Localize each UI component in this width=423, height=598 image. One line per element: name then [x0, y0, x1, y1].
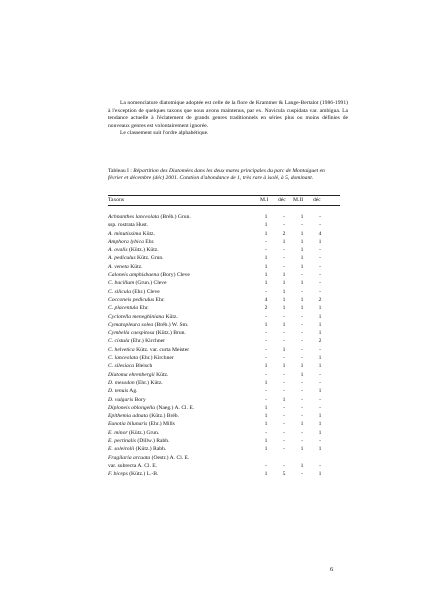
abundance-cell: - [319, 272, 321, 279]
taxon-genus-species: Diploneis oblongella [108, 404, 156, 411]
table-row [108, 371, 340, 379]
taxon-genus-species: C. placentula [108, 305, 139, 312]
abundance-cell: 1 [300, 421, 304, 428]
taxon-genus-species: Caloneis amphisbaena [108, 272, 160, 279]
table-row [108, 337, 340, 345]
abundance-cell: - [301, 321, 303, 328]
abundance-cell: 1 [264, 438, 268, 445]
taxon-authority: Bory [133, 396, 146, 403]
taxon-authority: Bleisch [134, 363, 153, 370]
taxon-name [108, 296, 165, 304]
abundance-cell: - [319, 371, 321, 378]
table-row [108, 213, 340, 221]
taxon-name [108, 462, 157, 470]
taxon-genus-species: C. bacillum [108, 280, 135, 287]
abundance-cell: 1 [318, 471, 322, 478]
taxon-authority: (Bory) Cleve [159, 272, 190, 279]
taxon-name [108, 354, 174, 362]
abundance-cell: 4 [264, 296, 268, 303]
abundance-cell: - [265, 371, 267, 378]
taxon-genus-species: Fragilaria arcuata [108, 454, 151, 461]
abundance-cell: 1 [282, 280, 286, 287]
abundance-cell: 1 [318, 363, 322, 370]
abundance-cell: - [283, 222, 285, 229]
table-row [108, 412, 340, 420]
abundance-cell: - [265, 330, 267, 337]
abundance-cell: - [283, 247, 285, 254]
abundance-cell: 1 [264, 379, 268, 386]
table-row [108, 321, 340, 329]
abundance-cell: - [283, 355, 285, 362]
taxon-authority: Kütz. [141, 230, 155, 237]
taxon-authority: (Ehr.) Mills [147, 421, 175, 428]
taxon-authority: Kütz. [154, 371, 169, 378]
taxon-name [108, 371, 168, 379]
table-row [108, 437, 340, 445]
taxon-genus-species: C. silicula [108, 288, 131, 295]
abundance-cell: - [265, 288, 267, 295]
taxon-authority: Ehr. [143, 238, 155, 245]
taxon-genus-species: E. minor [108, 429, 128, 436]
abundance-cell: - [301, 413, 303, 420]
taxon-genus-species: C. silesiaca [108, 363, 135, 370]
abundance-cell: - [301, 396, 303, 403]
caption-text: Répartition des Diatomées dans les deux mares principales du parc de Montaiguet en février et décembre (déc) 2001. Cotation d'abondance de 1, très rare à isolé, à 5, dominant. [108, 168, 325, 182]
abundance-cell: 1 [300, 247, 304, 254]
table-row [108, 387, 340, 395]
taxon-name [108, 313, 178, 321]
abundance-cell: 1 [264, 263, 268, 270]
table-row [108, 221, 340, 229]
table-row [108, 362, 340, 370]
abundance-cell: 1 [318, 330, 322, 337]
abundance-cell: - [319, 247, 321, 254]
abundance-cell: - [283, 263, 285, 270]
abundance-cell: - [265, 396, 267, 403]
abundance-cell: 1 [264, 363, 268, 370]
taxon-name [108, 254, 164, 262]
taxon-authority: (Ehr.) Kirchner [129, 338, 166, 345]
abundance-cell: 1 [300, 462, 304, 469]
abundance-cell: 1 [318, 355, 322, 362]
table-row [108, 429, 340, 437]
taxon-name [108, 437, 169, 445]
abundance-cell: - [283, 371, 285, 378]
taxon-genus-species: Epithemia adnata [108, 413, 148, 420]
abundance-cell: - [283, 255, 285, 262]
taxon-genus-species: D. tenuis [108, 388, 129, 395]
taxon-genus-species: Eunotia bilunaris [108, 421, 148, 428]
abundance-cell: - [265, 238, 267, 245]
abundance-cell: 1 [282, 396, 286, 403]
abundance-cell: - [301, 379, 303, 386]
taxon-authority: (Ehr.) Kütz. [134, 379, 163, 386]
abundance-cell: 5 [282, 471, 286, 478]
intro-paragraph [108, 100, 348, 138]
taxon-authority: (Dillw.) Rabh. [135, 438, 170, 445]
taxon-genus-species: Cocconeis pediculus [108, 296, 155, 303]
table-row [108, 296, 340, 304]
abundance-cell: - [265, 429, 267, 436]
abundance-cell: - [301, 355, 303, 362]
abundance-cell: 1 [300, 238, 304, 245]
table-row [108, 420, 340, 428]
abundance-cell: 1 [282, 238, 286, 245]
abundance-cell: - [283, 462, 285, 469]
taxon-genus-species: A. minutissima [108, 230, 142, 237]
abundance-cell: - [265, 247, 267, 254]
header-m2-dec: déc [313, 197, 321, 203]
table-row [108, 404, 340, 412]
abundance-cell: - [301, 338, 303, 345]
abundance-cell: 1 [264, 413, 268, 420]
abundance-cell: - [283, 214, 285, 220]
abundance-cell: - [301, 288, 303, 295]
table-row [108, 445, 340, 453]
abundance-cell: 1 [264, 404, 268, 411]
abundance-cell: - [301, 346, 303, 353]
abundance-cell: - [283, 438, 285, 445]
taxon-name [108, 246, 159, 254]
taxon-name [108, 470, 158, 478]
abundance-cell: 1 [318, 413, 322, 420]
abundance-cell: 1 [300, 230, 304, 237]
abundance-cell: - [319, 462, 321, 469]
page-number: 6 [330, 566, 334, 573]
taxon-name [108, 221, 148, 229]
header-m1: M.I [260, 197, 269, 203]
taxon-authority: Kütz. [128, 263, 143, 270]
abundance-cell: 1 [282, 321, 286, 328]
abundance-cell: 1 [318, 388, 322, 395]
taxon-genus-species: A. ovalis [108, 247, 128, 254]
abundance-cell: - [301, 438, 303, 445]
taxon-genus-species: A. veneta [108, 263, 129, 270]
abundance-cell: - [265, 346, 267, 353]
table-row [108, 470, 340, 478]
abundance-cell: 2 [318, 338, 322, 345]
abundance-cell: 1 [264, 471, 268, 478]
taxon-name [108, 213, 191, 221]
taxon-genus-species: C. helvetica [108, 346, 135, 353]
table-row [108, 279, 340, 287]
taxon-genus-species: A. pediculus [108, 255, 136, 262]
taxon-name [108, 454, 189, 462]
abundance-cell: 1 [264, 446, 268, 453]
abundance-cell: - [283, 429, 285, 436]
abundance-cell: - [319, 396, 321, 403]
abundance-cell: 1 [318, 446, 322, 453]
table-row [108, 271, 340, 279]
taxon-authority: (Kütz.) Grun. [127, 429, 160, 436]
taxon-authority: (Oestr.) A. Cl. E. [150, 454, 190, 461]
table-row [108, 354, 340, 362]
abundance-cell: - [301, 471, 303, 478]
taxon-authority: (Kütz.) Brun. [154, 330, 186, 337]
abundance-cell: - [301, 330, 303, 337]
abundance-cell: 1 [300, 255, 304, 262]
taxon-authority: ssp. rostrata Hust. [108, 222, 149, 229]
table-row [108, 246, 340, 254]
taxon-name [108, 445, 166, 453]
taxon-authority: (Kütz.) L.-B. [127, 471, 159, 478]
table-row [108, 288, 340, 296]
abundance-cell: 1 [282, 346, 286, 353]
abundance-cell: - [319, 379, 321, 386]
taxon-name [108, 288, 160, 296]
table-row [108, 462, 340, 470]
taxon-genus-species: D. mesodon [108, 379, 135, 386]
abundance-cell: 2 [282, 230, 286, 237]
abundance-cell: - [319, 288, 321, 295]
taxon-genus-species: Diatoma ehrenbergii [108, 371, 155, 378]
abundance-cell: - [319, 438, 321, 445]
table-row [108, 313, 340, 321]
abundance-cell: - [283, 330, 285, 337]
taxon-genus-species: Amphora lybica [108, 238, 144, 245]
intro-paragraph-2: Le classement suit l'ordre alphabétique. [120, 130, 209, 137]
abundance-cell: 1 [300, 446, 304, 453]
taxon-authority: Ag. [128, 388, 138, 395]
table-body [108, 213, 340, 479]
taxon-name [108, 337, 165, 345]
abundance-cell: 1 [318, 421, 322, 428]
table-row [108, 254, 340, 262]
taxon-authority: (Kütz.) Kütz. [127, 247, 159, 254]
taxon-name [108, 346, 189, 354]
taxon-genus-species: C. cistula [108, 338, 130, 345]
abundance-cell: - [301, 222, 303, 229]
abundance-cell: 2 [264, 305, 268, 312]
taxon-genus-species: F. biceps [108, 471, 128, 478]
abundance-cell: 1 [318, 429, 322, 436]
intro-paragraph-1: La nomenclature diatomique adoptée est celle de la flore de Krammer & Lange-Bertalot (1986-1991) à l'exception de quelques taxons que nous avons maintenus, par ex. Navicula cuspidata var. ambigua. La tendance actuelle à l'éclatement de grands genres traditionnels en séries plus ou moins définies de nouveaux genres est volontairement ignorée. [108, 100, 348, 129]
abundance-cell: - [319, 404, 321, 411]
taxon-authority: Kütz. var. curta Meister [134, 346, 190, 353]
abundance-cell: - [265, 388, 267, 395]
taxon-authority: (Bréb.) W. Sm. [153, 321, 189, 328]
table-row [108, 263, 340, 271]
abundance-cell: 1 [318, 238, 322, 245]
table-row [108, 396, 340, 404]
taxon-name [108, 404, 194, 412]
taxon-authority: (Naeg.) A. Cl. E. [155, 404, 195, 411]
abundance-cell: 1 [300, 296, 304, 303]
abundance-cell: - [319, 280, 321, 287]
taxon-name [108, 263, 142, 271]
taxon-authority: (Kütz.) Rabh. [134, 446, 167, 453]
abundance-cell: 1 [282, 272, 286, 279]
table-top-rule [108, 195, 340, 196]
abundance-cell: - [319, 255, 321, 262]
abundance-cell: 1 [282, 363, 286, 370]
abundance-cell: 1 [264, 222, 268, 229]
abundance-cell: 1 [300, 363, 304, 370]
taxon-authority: (Bréb.) Grun. [159, 214, 191, 220]
abundance-cell: 1 [282, 305, 286, 312]
abundance-cell: - [283, 379, 285, 386]
table-row [108, 379, 340, 387]
table-header-rule [108, 205, 340, 206]
abundance-cell: 1 [300, 263, 304, 270]
abundance-cell: - [301, 429, 303, 436]
header-m1-dec: déc [278, 197, 286, 203]
caption-label: Tableau I : [108, 168, 132, 174]
abundance-cell: - [283, 388, 285, 395]
abundance-cell: - [301, 313, 303, 320]
abundance-cell: 1 [282, 288, 286, 295]
abundance-cell: 1 [300, 280, 304, 287]
abundance-cell: - [319, 214, 321, 220]
abundance-cell: 1 [264, 230, 268, 237]
abundance-cell: - [283, 313, 285, 320]
abundance-cell: 1 [264, 272, 268, 279]
taxon-name [108, 321, 188, 329]
abundance-cell: - [265, 338, 267, 345]
abundance-cell: 1 [282, 296, 286, 303]
taxon-name [108, 429, 159, 437]
taxon-genus-species: Cymbella caespitosa [108, 330, 155, 337]
taxon-authority: Ehr. [138, 305, 149, 312]
abundance-cell: - [301, 272, 303, 279]
taxon-authority: Kütz. Grun. [135, 255, 164, 262]
taxon-name [108, 279, 167, 287]
table-row [108, 454, 340, 462]
table-row [108, 230, 340, 238]
abundance-cell: 1 [264, 255, 268, 262]
taxon-authority: (Kütz.) Bréb. [147, 413, 180, 420]
taxon-name [108, 379, 163, 387]
taxon-name [108, 329, 186, 337]
abundance-cell: - [301, 388, 303, 395]
abundance-cell: 1 [300, 305, 304, 312]
abundance-cell: - [301, 404, 303, 411]
taxon-genus-species: Cymatopleura solea [108, 321, 154, 328]
abundance-cell: 1 [318, 313, 322, 320]
taxon-genus-species: Achnanthes lanceolata [108, 214, 160, 220]
abundance-cell: 4 [318, 230, 322, 237]
abundance-cell: - [319, 263, 321, 270]
abundance-cell: 1 [318, 321, 322, 328]
table-row [108, 238, 340, 246]
abundance-cell: 1 [264, 321, 268, 328]
taxon-authority: (Ehr.) Kirchner [138, 355, 174, 362]
taxon-authority: (Grun.) Cleve [134, 280, 167, 287]
taxon-name [108, 271, 190, 279]
abundance-cell: 1 [318, 305, 322, 312]
table-caption [108, 168, 340, 182]
taxon-authority: (Ehr.) Cleve [131, 288, 160, 295]
abundance-cell: - [265, 462, 267, 469]
abundance-cell: 1 [264, 280, 268, 287]
taxon-name [108, 230, 155, 238]
abundance-cell: - [265, 355, 267, 362]
table-row [108, 329, 340, 337]
taxon-name [108, 304, 149, 312]
abundance-cell: 1 [300, 214, 304, 220]
table-row [108, 346, 340, 354]
abundance-cell: 2 [318, 296, 322, 303]
taxon-name [108, 238, 154, 246]
taxon-genus-species: D. vulgaris [108, 396, 134, 403]
abundance-cell: - [319, 346, 321, 353]
taxon-authority: Kütz. [164, 313, 178, 320]
abundance-cell: - [283, 404, 285, 411]
taxon-name [108, 362, 152, 370]
header-m2: M.II [293, 197, 304, 203]
abundance-cell: 1 [264, 214, 268, 220]
abundance-cell: - [319, 222, 321, 229]
abundance-cell: - [283, 446, 285, 453]
abundance-cell: - [283, 421, 285, 428]
taxon-name [108, 387, 138, 395]
taxon-name [108, 396, 146, 404]
abundance-cell: - [283, 413, 285, 420]
abundance-cell: 1 [264, 421, 268, 428]
taxon-genus-species: Cyclotella meneghiniana [108, 313, 165, 320]
taxon-name [108, 420, 175, 428]
abundance-cell: 1 [300, 371, 304, 378]
taxon-genus-species: E. pectinalis [108, 438, 136, 445]
taxon-genus-species: E. soleirolii [108, 446, 135, 453]
table-row [108, 304, 340, 312]
abundance-cell: - [283, 338, 285, 345]
taxon-name [108, 412, 179, 420]
abundance-cell: - [265, 313, 267, 320]
taxon-genus-species: C. lanceolata [108, 355, 139, 362]
header-taxons: Taxons [108, 197, 125, 203]
taxon-authority: Ehr. [154, 296, 165, 303]
taxon-authority: var. subrecta A. Cl. E. [108, 462, 158, 469]
